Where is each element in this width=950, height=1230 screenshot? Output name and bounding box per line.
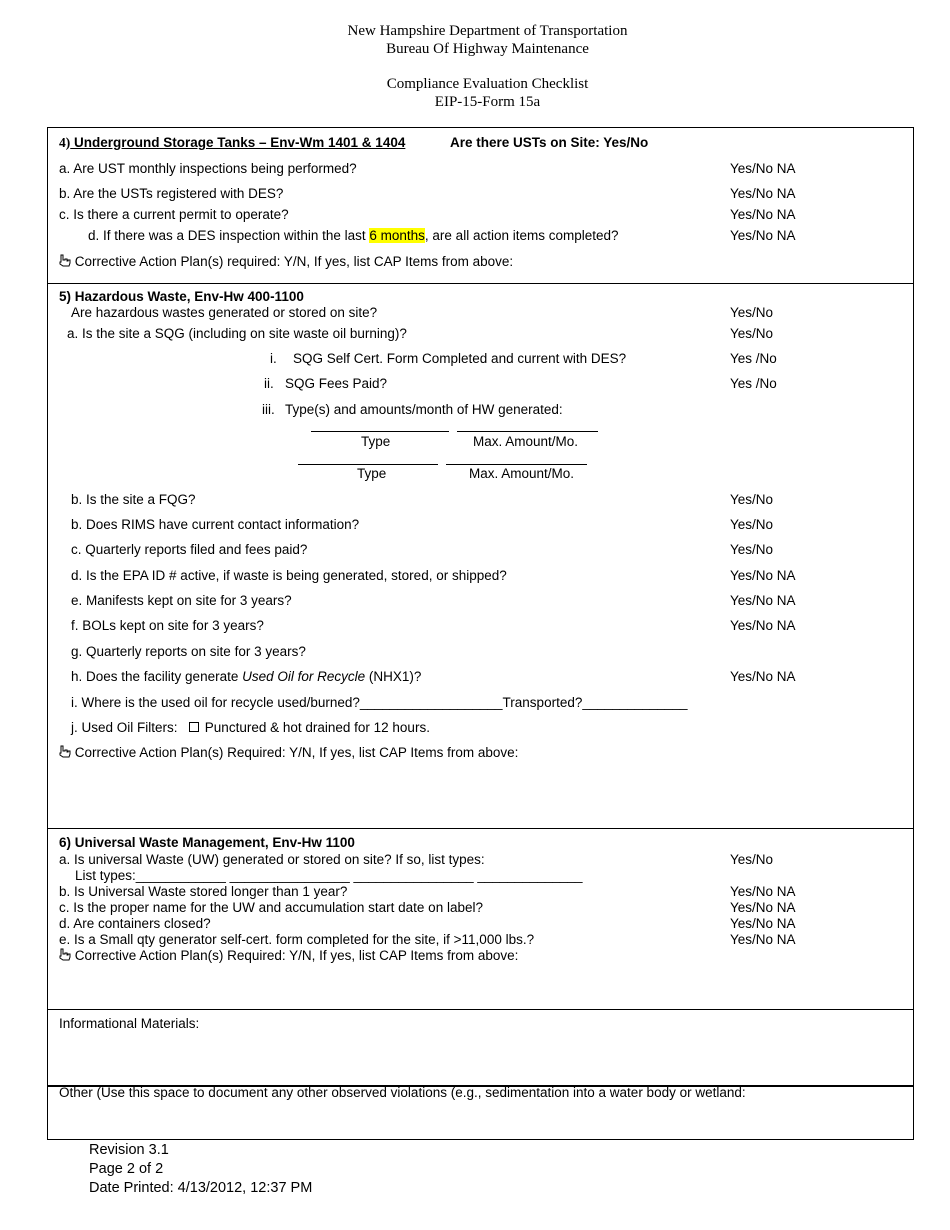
- hw-type-label-2: Type: [357, 466, 387, 481]
- footer-date-printed: Date Printed: 4/13/2012, 12:37 PM: [89, 1180, 313, 1196]
- section-5-cap: Corrective Action Plan(s) Required: Y/N, If yes, list CAP Items from above:: [59, 745, 518, 760]
- section-6-question-e: e. Is a Small qty generator self-cert. form completed for the site, if >11,000 lbs.?: [59, 932, 535, 947]
- section-5-intro-question: Are hazardous wastes generated or stored on site?: [71, 305, 378, 320]
- punctured-filters-checkbox[interactable]: [189, 722, 199, 732]
- section-5-sub-ii-answer[interactable]: Yes /No: [730, 376, 777, 391]
- hw-amount-line-1[interactable]: [457, 431, 598, 432]
- section-5-sub-i: SQG Self Cert. Form Completed and current with DES?: [293, 351, 627, 366]
- section-5-answer-e[interactable]: Yes/No NA: [730, 593, 796, 608]
- hw-amount-line-2[interactable]: [446, 464, 587, 465]
- section-5-question-a: a. Is the site a SQG (including on site waste oil burning)?: [67, 326, 407, 341]
- section-6-list-types[interactable]: List types:____________ ________________ ________________ ______________: [75, 868, 583, 883]
- section-5-sub-i-answer[interactable]: Yes /No: [730, 351, 777, 366]
- header-form-title: Compliance Evaluation Checklist: [386, 76, 589, 92]
- section-5-question-h: h. Does the facility generate Used Oil for Recycle (NHX1)?: [71, 669, 422, 684]
- hand-pointer-icon: [59, 745, 71, 758]
- section-4-question-d: d. If there was a DES inspection within the last 6 months, are all action items completed?: [88, 228, 619, 243]
- other-violations-field[interactable]: [48, 1102, 913, 1138]
- section-6-question-b: b. Is Universal Waste stored longer than 1 year?: [59, 884, 348, 899]
- section-5-question-j: j. Used Oil Filters: Punctured & hot drained for 12 hours.: [71, 720, 430, 735]
- section-5-question-c: c. Quarterly reports filed and fees paid?: [71, 542, 308, 557]
- header-agency: New Hampshire Department of Transportation: [347, 23, 628, 39]
- footer-page-number: Page 2 of 2: [89, 1161, 164, 1177]
- section-4-cap: Corrective Action Plan(s) required: Y/N, If yes, list CAP Items from above:: [59, 254, 513, 269]
- section-5-answer-f[interactable]: Yes/No NA: [730, 618, 796, 633]
- hand-pointer-icon: [59, 948, 71, 961]
- informational-materials-label: Informational Materials:: [59, 1016, 200, 1031]
- section-6-question-a: a. Is universal Waste (UW) generated or stored on site? If so, list types:: [59, 852, 485, 867]
- section-4-answer-a[interactable]: Yes/No NA: [730, 161, 796, 176]
- section-6-title: 6) Universal Waste Management, Env-Hw 1100: [59, 835, 355, 850]
- section-6-answer-d[interactable]: Yes/No NA: [730, 916, 796, 931]
- section-5-answer-h[interactable]: Yes/No NA: [730, 669, 796, 684]
- section-6-answer-e[interactable]: Yes/No NA: [730, 932, 796, 947]
- section-5-sub-ii: SQG Fees Paid?: [285, 376, 388, 391]
- section-5-answer-b-fqg[interactable]: Yes/No: [730, 492, 774, 507]
- section-5-intro-answer[interactable]: Yes/No: [730, 305, 774, 320]
- hw-type-label-1: Type: [361, 434, 391, 449]
- section-5-question-d: d. Is the EPA ID # active, if waste is being generated, stored, or shipped?: [71, 568, 507, 583]
- section-5-sub-i-number: i.: [270, 351, 277, 366]
- section-5-question-b-fqg: b. Is the site a FQG?: [71, 492, 196, 507]
- section-5-question-f: f. BOLs kept on site for 3 years?: [71, 618, 264, 633]
- section-6-question-c: c. Is the proper name for the UW and accumulation start date on label?: [59, 900, 483, 915]
- section-4-question-a: a. Are UST monthly inspections being performed?: [59, 161, 357, 176]
- highlighted-text: 6 months: [369, 228, 425, 243]
- section-5-sub-iii: Type(s) and amounts/month of HW generated:: [285, 402, 563, 417]
- section-5-answer-b-rims[interactable]: Yes/No: [730, 517, 774, 532]
- informational-materials-field[interactable]: [48, 1030, 913, 1084]
- ust-on-site-question: Are there USTs on Site: Yes/No: [450, 135, 649, 150]
- header-form-number: EIP-15-Form 15a: [434, 94, 541, 110]
- section-6-answer-a[interactable]: Yes/No: [730, 852, 774, 867]
- section-5-answer-c[interactable]: Yes/No: [730, 542, 774, 557]
- hand-pointer-icon: [59, 254, 71, 267]
- section-5-sub-iii-number: iii.: [262, 402, 275, 417]
- hw-type-line-1[interactable]: [311, 431, 449, 432]
- section-4-answer-c[interactable]: Yes/No NA: [730, 207, 796, 222]
- header-bureau: Bureau Of Highway Maintenance: [386, 41, 589, 57]
- section-5-question-g: g. Quarterly reports on site for 3 years?: [71, 644, 306, 659]
- punctured-filters-label: Punctured & hot drained for 12 hours.: [204, 720, 430, 735]
- section-6-cap: Corrective Action Plan(s) Required: Y/N, If yes, list CAP Items from above:: [59, 948, 518, 963]
- section-5-question-e: e. Manifests kept on site for 3 years?: [71, 593, 292, 608]
- section-5-sub-ii-number: ii.: [264, 376, 274, 391]
- section-5-question-b-rims: b. Does RIMS have current contact information?: [71, 517, 360, 532]
- footer-revision: Revision 3.1: [89, 1142, 169, 1158]
- section-5-answer-a[interactable]: Yes/No: [730, 326, 774, 341]
- section-4-answer-b[interactable]: Yes/No NA: [730, 186, 796, 201]
- section-5-answer-d[interactable]: Yes/No NA: [730, 568, 796, 583]
- section-4-question-c: c. Is there a current permit to operate?: [59, 207, 289, 222]
- section-5-title: 5) Hazardous Waste, Env-Hw 400-1100: [59, 289, 304, 304]
- section-4-title: 4) Underground Storage Tanks – Env-Wm 1401 & 1404: [59, 135, 406, 150]
- section-6-question-d: d. Are containers closed?: [59, 916, 211, 931]
- section-4-question-b: b. Are the USTs registered with DES?: [59, 186, 284, 201]
- hw-amount-label-1: Max. Amount/Mo.: [473, 434, 579, 449]
- hw-type-line-2[interactable]: [298, 464, 438, 465]
- section-6-answer-c[interactable]: Yes/No NA: [730, 900, 796, 915]
- section-4-answer-d[interactable]: Yes/No NA: [730, 228, 796, 243]
- section-6-answer-b[interactable]: Yes/No NA: [730, 884, 796, 899]
- other-violations-label: Other (Use this space to document any other observed violations (e.g., sedimentation into a water body or wetland:: [59, 1085, 746, 1100]
- section-5-question-i-used-oil[interactable]: i. Where is the used oil for recycle used/burned?___________________Transported?______________: [71, 695, 688, 710]
- hw-amount-label-2: Max. Amount/Mo.: [469, 466, 575, 481]
